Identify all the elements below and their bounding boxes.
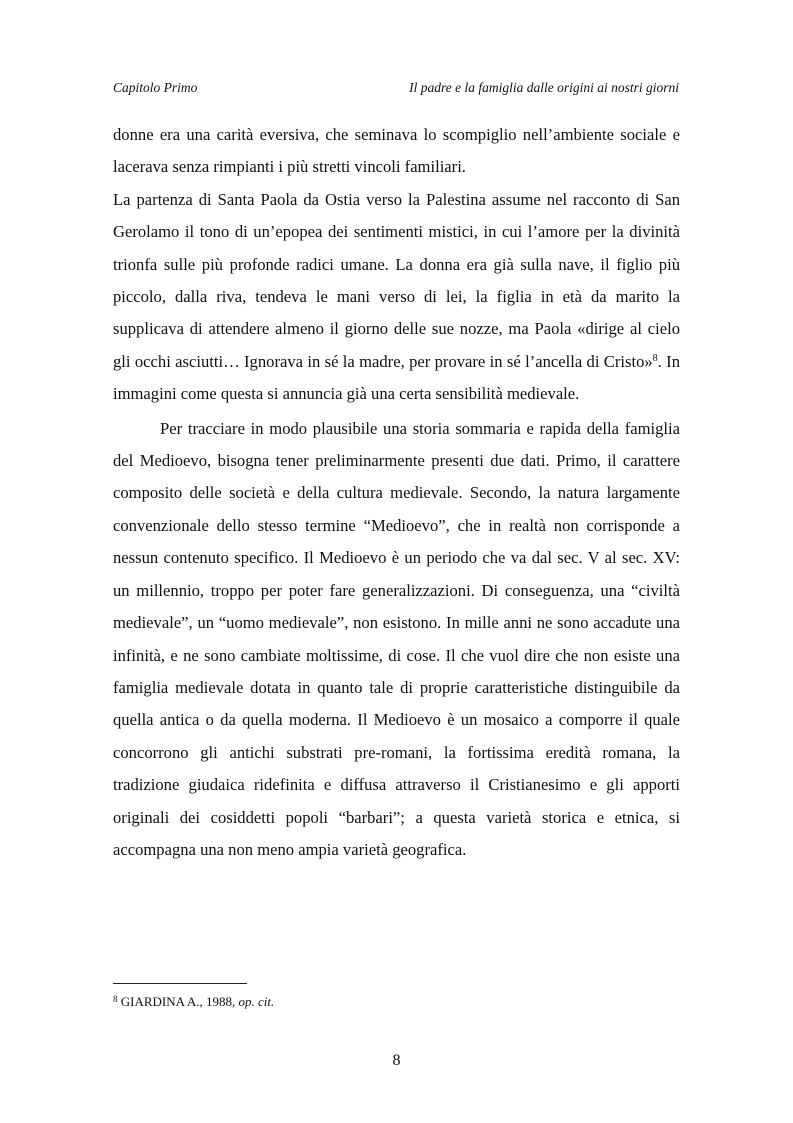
footnote-number: 8 [113,994,118,1004]
footnote-separator [113,983,247,984]
footnote [113,994,274,1010]
footnote-citation: op. cit. [238,994,275,1009]
paragraph-santa-paola [113,184,680,411]
page-number: 8 [392,1052,401,1069]
footnote-reference[interactable]: 8 [652,352,658,364]
paragraph-continuation: donne era una carità eversiva, che seminava lo scompiglio nell’ambiente sociale e lacerava senza rimpianti i più stretti vincoli familiari. [113,125,680,177]
book-title: Il padre e la famiglia dalle origini ai nostri giorni [409,80,679,95]
main-text [113,119,680,866]
paragraph-santa-paola-tail: . In immagini come questa si annuncia già una certa sensibilità medievale. [113,351,680,404]
paragraph-santa-paola-text: La partenza di Santa Paola da Ostia verso la Palestina assume nel racconto di San Gerolamo il tono di un’epopea dei sentimenti mistici, in cui l’amore per la divinità trionfa sulle più profonde radici umane. La donna era già sulla nave, il figlio più piccolo, dalla riva, tendeva le mani verso di lei, la figlia in età da marito la supplicava di attendere almeno il giorno delle sue nozze, ma Paola «dirige al cielo gli occhi asciutti… Ignorava in sé la madre, per provare in sé l’ancella di Cristo» [113,189,680,371]
chapter-title: Capitolo Primo [113,80,198,95]
running-header [113,80,679,100]
footnote-text: GIARDINA A., 1988, [117,994,239,1009]
paragraph-medioevo: Per tracciare in modo plausibile una storia sommaria e rapida della famiglia del Medioevo, bisogna tener preliminarmente presenti due dati. Primo, il carattere composito delle società e della cultura medievale. Secondo, la natura largamente convenzionale dello stesso termine “Medioevo”, che in realtà non corrisponde a nessun contenuto specifico. Il Medioevo è un periodo che va dal sec. V al sec. XV: un millennio, troppo per poter fare generalizzazioni. Di conseguenza, una “civiltà medievale”, un “uomo medievale”, non esistono. In mille anni ne sono accadute una infinità, e ne sono cambiate moltissime, di cose. Il che vuol dire che non esiste una famiglia medievale dotata in quanto tale di proprie caratteristiche distinguibile da quella antica o da quella moderna. Il Medioevo è un mosaico a comporre il quale concorrono gli antichi substrati pre-romani, la fortissima eredità romana, la tradizione giudaica ridefinita e diffusa attraverso il Cristianesimo e gli apporti originali dei cosiddetti popoli “barbari”; a questa varietà storica e etnica, si accompagna una non meno ampia varietà geografica. [113,418,680,859]
